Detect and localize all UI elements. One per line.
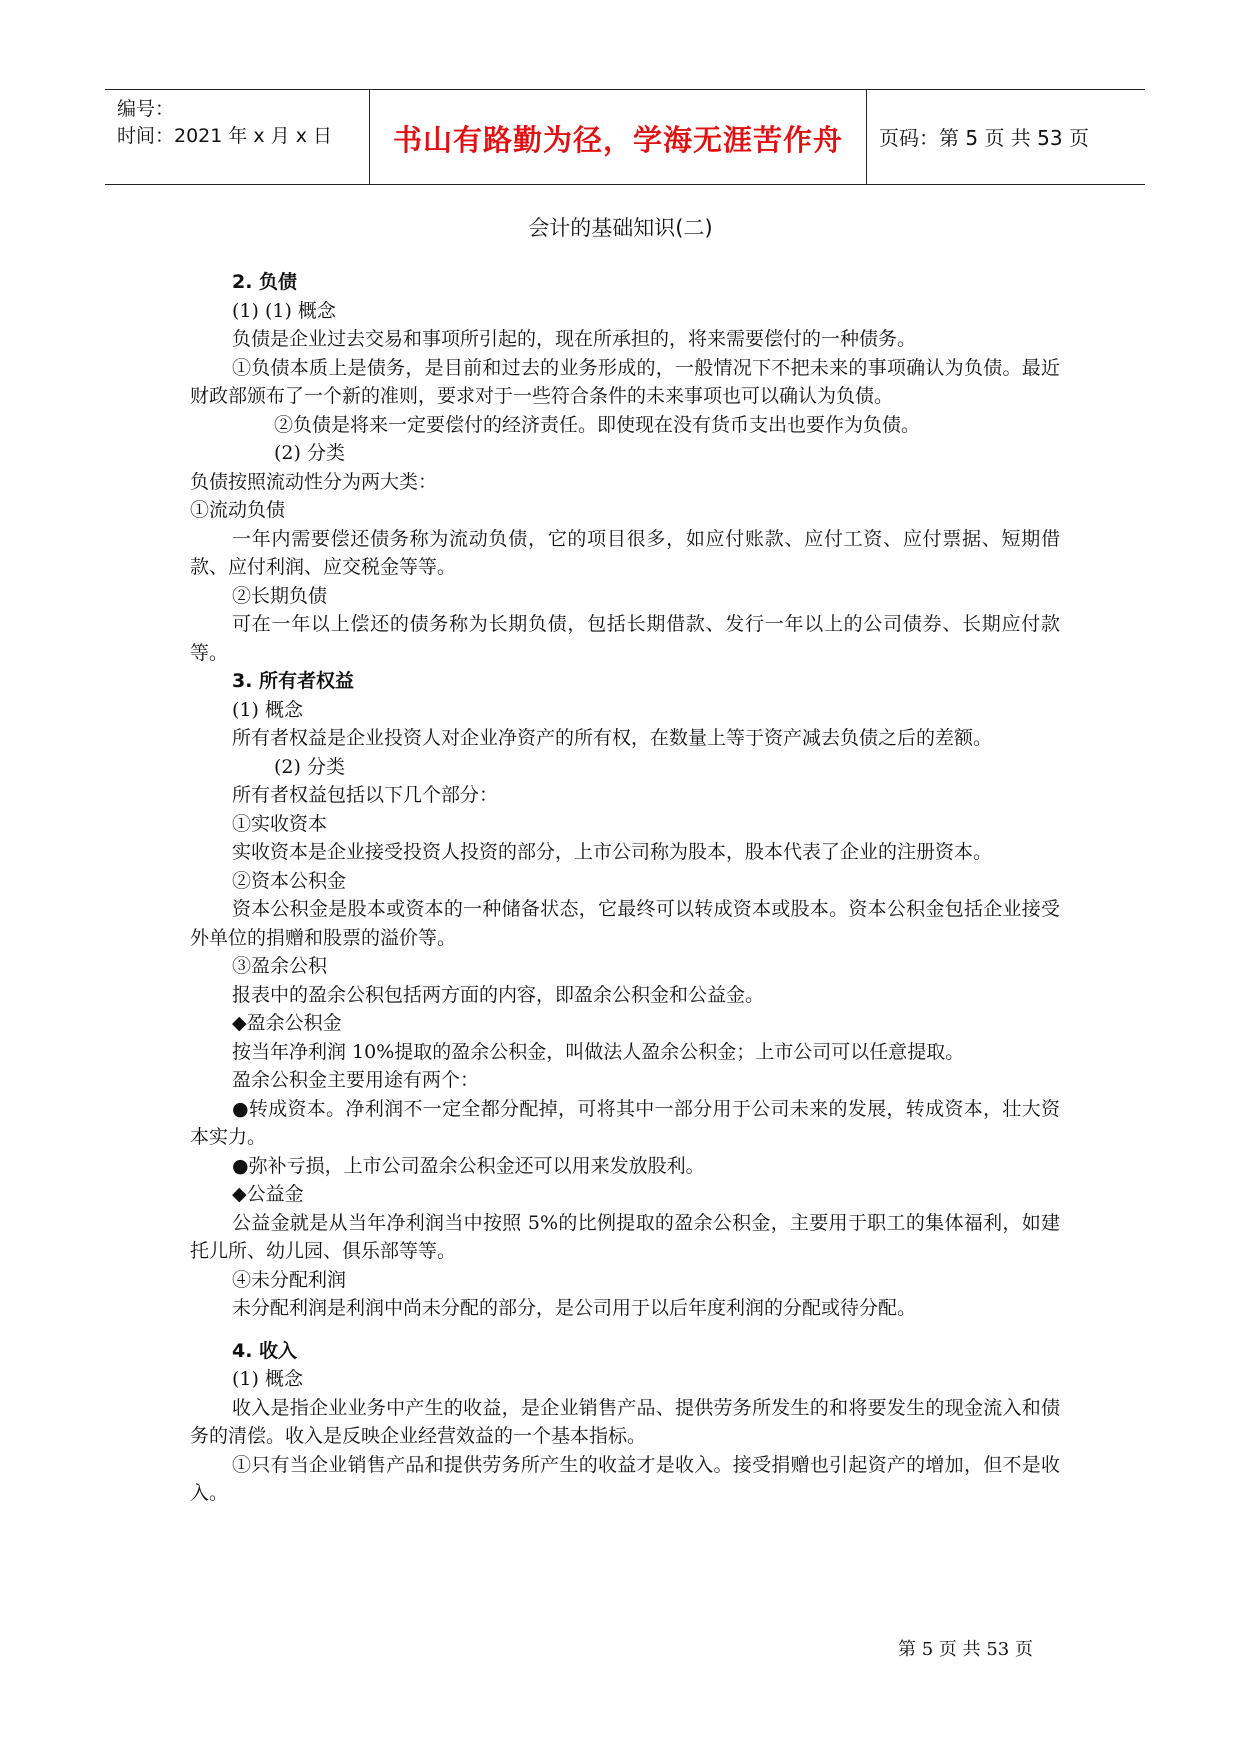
list-item: ④未分配利润 (232, 1268, 347, 1291)
bullet-item: ●转成资本。净利润不一定全都分配掉，可将其中一部分用于公司未来的发展，转成资本，壮大资本实力。 (190, 1097, 1060, 1148)
subheading: (2) 分类 (274, 442, 345, 464)
document-title: 会计的基础知识(二) (528, 216, 713, 240)
page-footer: 第 5 页 共 53 页 (898, 1639, 1033, 1660)
list-item: ①流动负债 (190, 499, 286, 521)
paragraph: 未分配利润是利润中尚未分配的部分，是公司用于以后年度利润的分配或待分配。 (232, 1297, 917, 1319)
header-left-cell (105, 90, 369, 184)
section-heading-revenue: 4. 收入 (232, 1339, 298, 1362)
spacer (190, 1323, 1060, 1337)
motto: 书山有路勤为径，学海无涯苦作舟 (392, 123, 843, 157)
paragraph: 实收资本是企业接受投资人投资的部分，上市公司称为股本，股本代表了企业的注册资本。 (232, 841, 993, 863)
document-number-label: 编号： (117, 98, 175, 120)
header-center-cell (369, 90, 867, 184)
page-number-label: 页码：第 5 页 共 53 页 (879, 126, 1089, 150)
paragraph: 按当年净利润 10%提取的盈余公积金，叫做法人盈余公积金；上市公司可以任意提取。 (232, 1040, 965, 1063)
section-heading-liabilities: 2. 负债 (232, 271, 298, 293)
paragraph: 负债按照流动性分为两大类： (190, 470, 438, 493)
list-item: ①实收资本 (232, 812, 328, 835)
list-item: ◆公益金 (232, 1183, 304, 1205)
header-table (105, 89, 1145, 185)
subheading: (1) (1) 概念 (232, 299, 336, 322)
list-item: ②资本公积金 (232, 869, 347, 892)
paragraph: ②负债是将来一定要偿付的经济责任。即使现在没有货币支出也要作为负债。 (274, 413, 921, 436)
list-item: ◆盈余公积金 (232, 1012, 342, 1034)
subheading: (1) 概念 (232, 1368, 303, 1390)
paragraph: 可在一年以上偿还的债务称为长期负债，包括长期借款、发行一年以上的公司债券、长期应付款等。 (190, 613, 1060, 664)
paragraph: 所有者权益是企业投资人对企业净资产的所有权，在数量上等于资产减去负债之后的差额。 (232, 727, 993, 749)
list-item: ③盈余公积 (232, 955, 328, 977)
paragraph: 公益金就是从当年净利润当中按照 5%的比例提取的盈余公积金，主要用于职工的集体福利，如建托儿所、幼儿园、俱乐部等等。 (190, 1211, 1060, 1262)
paragraph: ①负债本质上是债务，是目前和过去的业务形成的，一般情况下不把未来的事项确认为负债。最近财政部颁布了一个新的准则，要求对于一些符合条件的未来事项也可以确认为负债。 (190, 356, 1060, 407)
paragraph: 报表中的盈余公积包括两方面的内容，即盈余公积金和公益金。 (232, 983, 765, 1006)
paragraph: 盈余公积金主要用途有两个： (232, 1069, 480, 1091)
subheading: (1) 概念 (232, 698, 303, 721)
paragraph: 一年内需要偿还债务称为流动负债，它的项目很多，如应付账款、应付工资、应付票据、短期借款、应付利润、应交税金等等。 (190, 527, 1060, 578)
bullet-item: ●弥补亏损，上市公司盈余公积金还可以用来发放股利。 (232, 1154, 705, 1177)
document-body (190, 268, 1060, 1508)
paragraph: 资本公积金是股本或资本的一种储备状态，它最终可以转成资本或股本。资本公积金包括企业接受外单位的捐赠和股票的溢价等。 (190, 898, 1060, 949)
subheading: (2) 分类 (274, 755, 345, 778)
paragraph: 收入是指企业业务中产生的收益，是企业销售产品、提供劳务所发生的和将要发生的现金流入和债务的清偿。收入是反映企业经营效益的一个基本指标。 (190, 1396, 1060, 1447)
paragraph: 所有者权益包括以下几个部分： (232, 784, 499, 806)
header-right-cell (867, 90, 1145, 184)
paragraph: ①只有当企业销售产品和提供劳务所产生的收益才是收入。接受捐赠也引起资产的增加，但不是收入。 (190, 1453, 1060, 1504)
document-time-label: 时间：2021 年 x 月 x 日 (117, 125, 333, 147)
list-item: ②长期负债 (232, 584, 328, 607)
paragraph: 负债是企业过去交易和事项所引起的，现在所承担的，将来需要偿付的一种债务。 (232, 328, 917, 350)
section-heading-equity: 3. 所有者权益 (232, 670, 355, 692)
